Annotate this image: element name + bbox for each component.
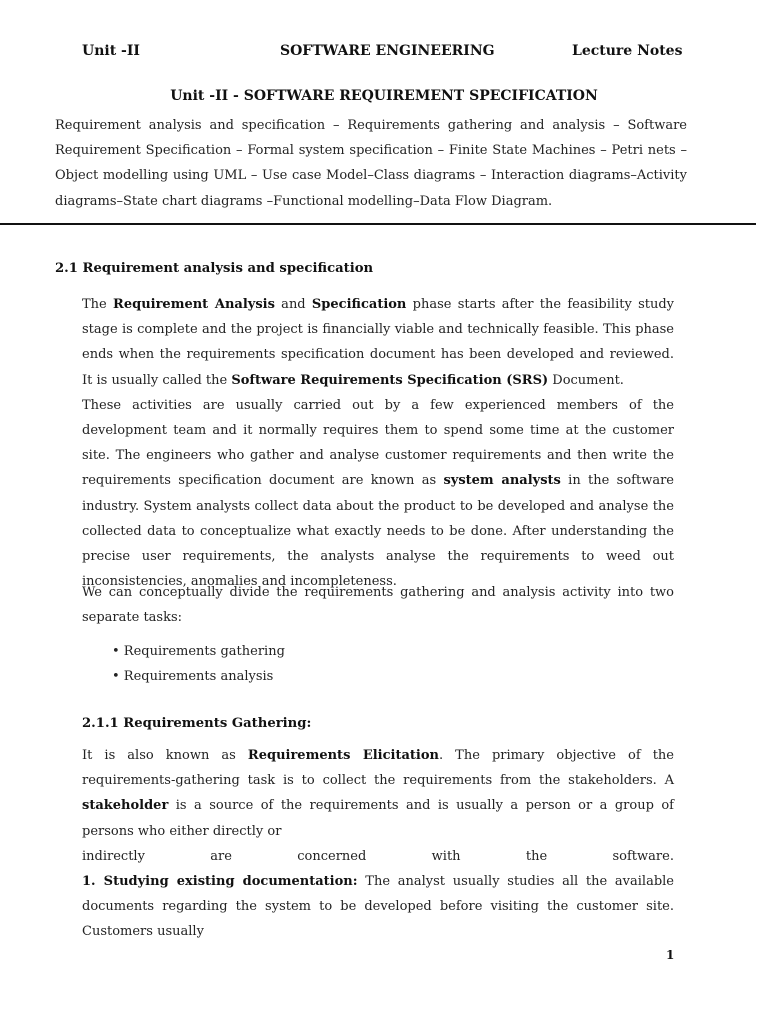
paragraph-elicitation [82, 743, 674, 844]
justified-line [82, 844, 674, 869]
header-unit: Unit -II [82, 43, 140, 59]
text-run: It is also known as [82, 748, 248, 763]
paragraph-srs [82, 292, 674, 393]
paragraph-studying-documentation [82, 869, 674, 945]
bold-term: 1. Studying existing documentation: [82, 874, 358, 890]
text-run: The [82, 297, 114, 312]
bold-term: Requirement Analysis [113, 297, 275, 312]
bold-term: stakeholder [82, 798, 169, 814]
word: concerned [297, 848, 367, 864]
unit-summary: Requirement analysis and specification – Requirements gathering and analysis – Software Requirement Specification – Formal system specification – Finite State Machines – Petri nets – Object modelling using UML – Use case Model–Class diagrams – Interaction diagrams–Activity diagrams–State chart diagrams –Functional modelling–Data Flow Diagram. [55, 118, 687, 209]
header-lecture-notes: Lecture Notes [572, 43, 683, 59]
text-run: The analyst usually studies all the available documents regarding the system to be developed before visiting the customer site. Customers usually [82, 874, 674, 940]
text-run: These activities are usually carried out by a few experienced members of the development team and it normally requires them to spend some time at the customer site. The engineers who gather and analyse customer requirements and then write the requirements specification document are known as [82, 397, 674, 489]
subsection-paragraph [82, 743, 674, 945]
text-run: . The primary objective of the requirements-gathering task is to collect the requirements from the stakeholders. A [82, 748, 674, 789]
word: software. [612, 848, 674, 864]
word: are [210, 848, 232, 864]
text-run: Document. [548, 372, 624, 388]
bullet-requirements-gathering: • Requirements gathering [112, 644, 285, 659]
text-run: and [274, 297, 312, 312]
section-paragraph-1 [82, 292, 674, 594]
horizontal-divider [0, 223, 756, 225]
bold-term: Specification [311, 297, 407, 312]
bold-term: system analysts [443, 473, 561, 489]
word: the [525, 848, 548, 864]
unit-title: Unit -II - SOFTWARE REQUIREMENT SPECIFICATION [170, 88, 598, 104]
text-run: in the software industry. System analysts collect data about the product to be developed and analyse the collected data to conceptualize what exactly needs to be done. After understanding the precise user requirements, the analysts analyse the requirements to weed out inconsistencies, anomalies and incompleteness. [82, 473, 674, 590]
paragraph-system-analysts [82, 393, 674, 595]
word: indirectly [82, 848, 145, 864]
text-run: is a source of the requirements and is usually a person or a group of persons who either directly or [82, 798, 674, 839]
page-number: 1 [666, 948, 675, 962]
section-heading: 2.1 Requirement analysis and specification [55, 261, 374, 276]
bold-term: Software Requirements Specification (SRS) [231, 372, 549, 388]
subsection-heading: 2.1.1 Requirements Gathering: [82, 716, 312, 731]
bold-term: Requirements Elicitation [247, 748, 439, 763]
bullet-requirements-analysis: • Requirements analysis [112, 669, 274, 684]
header-course-title: SOFTWARE ENGINEERING [280, 43, 495, 59]
text-run: phase starts after the feasibility study stage is complete and the project is financially viable and technically feasible. This phase ends when the requirements specification document has been developed and reviewed. It is usually called the [82, 297, 675, 388]
section-paragraph-2: We can conceptually divide the requirements gathering and analysis activity into two separate tasks: [82, 585, 674, 626]
word: with [431, 848, 461, 864]
